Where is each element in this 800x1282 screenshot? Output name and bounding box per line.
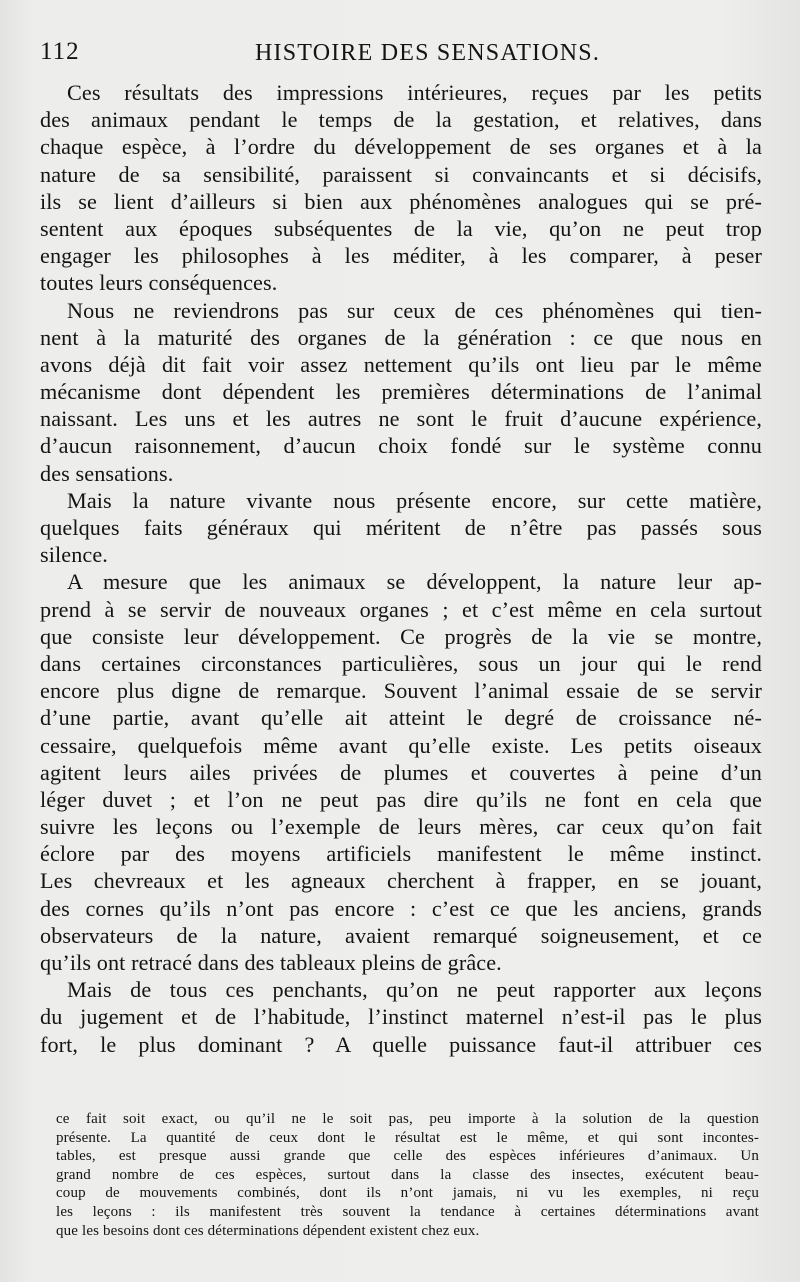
text-line: qu’ils ont retracé dans des tableaux pleins de grâce. — [40, 950, 502, 975]
text-line: d’aucun raisonnement, d’aucun choix fondé sur le système connu — [40, 433, 762, 459]
text-line: léger duvet ; et l’on ne peut pas dire qu’ils ne font en cela que — [40, 786, 762, 812]
text-line: naissant. Les uns et les autres ne sont le fruit d’aucune expérience, — [40, 406, 762, 432]
text-line: engager les philosophes à les méditer, à les comparer, à peser — [40, 243, 762, 269]
text-line: agitent leurs ailes privées de plumes et couvertes à peine d’un — [40, 759, 762, 785]
text-line: Mais de tous ces penchants, qu’on ne peut rapporter aux leçons — [67, 977, 762, 1003]
text-line: nature de sa sensibilité, paraissent si convaincants et si décisifs, — [40, 161, 762, 187]
running-title: HISTOIRE DES SENSATIONS. — [255, 40, 601, 66]
text-line: que consiste leur développement. Ce progrès de la vie se montre, — [40, 623, 762, 649]
text-line: silence. — [40, 542, 108, 568]
footnote-line: présente. La quantité de ceux dont le résultat est le même, et qui sont incontes- — [56, 1129, 759, 1146]
text-line: fort, le plus dominant ? A quelle puissance faut-il attribuer ces — [40, 1031, 762, 1057]
text-line: prend à se servir de nouveaux organes ; et c’est même en cela surtout — [40, 596, 762, 622]
text-line: nent à la maturité des organes de la génération : ce que nous en — [40, 324, 762, 350]
page-header — [40, 38, 770, 74]
footnote-line: ce fait soit exact, ou qu’il ne le soit pas, peu importe à la solution de la question — [56, 1111, 759, 1127]
main-text — [40, 79, 762, 1058]
text-line: éclore par des moyens artificiels manifestent le même instinct. — [40, 841, 762, 867]
page-number: 112 — [40, 38, 80, 65]
text-line: sentent aux époques subséquentes de la vie, qu’on ne peut trop — [40, 215, 762, 241]
footnote-line: tables, est presque aussi grande que celle des espèces inférieures d’animaux. Un — [56, 1148, 759, 1165]
text-line: avons déjà dit fait voir assez nettement qu’ils ont lieu par le même — [40, 351, 762, 377]
text-line: A mesure que les animaux se développent, la nature leur ap- — [67, 569, 762, 595]
text-line: Nous ne reviendrons pas sur ceux de ces phénomènes qui tien- — [67, 297, 762, 323]
text-line: suivre les leçons ou l’exemple de leurs mères, car ceux qu’on fait — [40, 814, 762, 840]
text-line: encore plus digne de remarque. Souvent l’animal essaie de se servir — [40, 678, 762, 704]
text-line: d’une partie, avant qu’elle ait atteint le degré de croissance né- — [40, 705, 762, 731]
text-line: des cornes qu’ils n’ont pas encore : c’est ce que les anciens, grands — [40, 895, 762, 921]
text-line: quelques faits généraux qui méritent de n’être pas passés sous — [40, 515, 762, 540]
text-line: Ces résultats des impressions intérieures, reçues par les petits — [67, 80, 762, 105]
text-line: ils se lient d’ailleurs si bien aux phénomènes analogues qui se pré- — [40, 188, 762, 214]
text-line: chaque espèce, à l’ordre du développement de ses organes et à la — [40, 134, 762, 160]
text-line: dans certaines circonstances particulières, sous un jour qui le rend — [40, 650, 762, 676]
text-line: mécanisme dont dépendent les premières déterminations de l’animal — [40, 379, 762, 405]
text-line: Mais la nature vivante nous présente encore, sur cette matière, — [67, 487, 762, 513]
text-line: du jugement et de l’habitude, l’instinct maternel n’est-il pas le plus — [40, 1004, 762, 1030]
footnote-line: grand nombre de ces espèces, surtout dans la classe des insectes, exécutent beau- — [56, 1166, 759, 1183]
text-line: toutes leurs conséquences. — [40, 270, 278, 296]
footnote-line: les leçons : ils manifestent très souvent la tendance à certaines déterminations avant — [56, 1203, 759, 1220]
text-line: des sensations. — [40, 460, 174, 486]
footnote — [56, 1110, 759, 1240]
text-line: des animaux pendant le temps de la gestation, et relatives, dans — [40, 107, 762, 133]
footnote-line: coup de mouvements combinés, dont ils n’ont jamais, ni vu les exemples, ni reçu — [56, 1185, 759, 1202]
text-line: Les chevreaux et les agneaux cherchent à frapper, en se jouant, — [40, 868, 762, 894]
text-line: cessaire, quelquefois même avant qu’elle existe. Les petits oiseaux — [40, 732, 762, 758]
text-line: observateurs de la nature, avaient remarqué soigneusement, et ce — [40, 922, 762, 948]
footnote-line: que les besoins dont ces déterminations dépendent existent chez eux. — [56, 1222, 480, 1239]
